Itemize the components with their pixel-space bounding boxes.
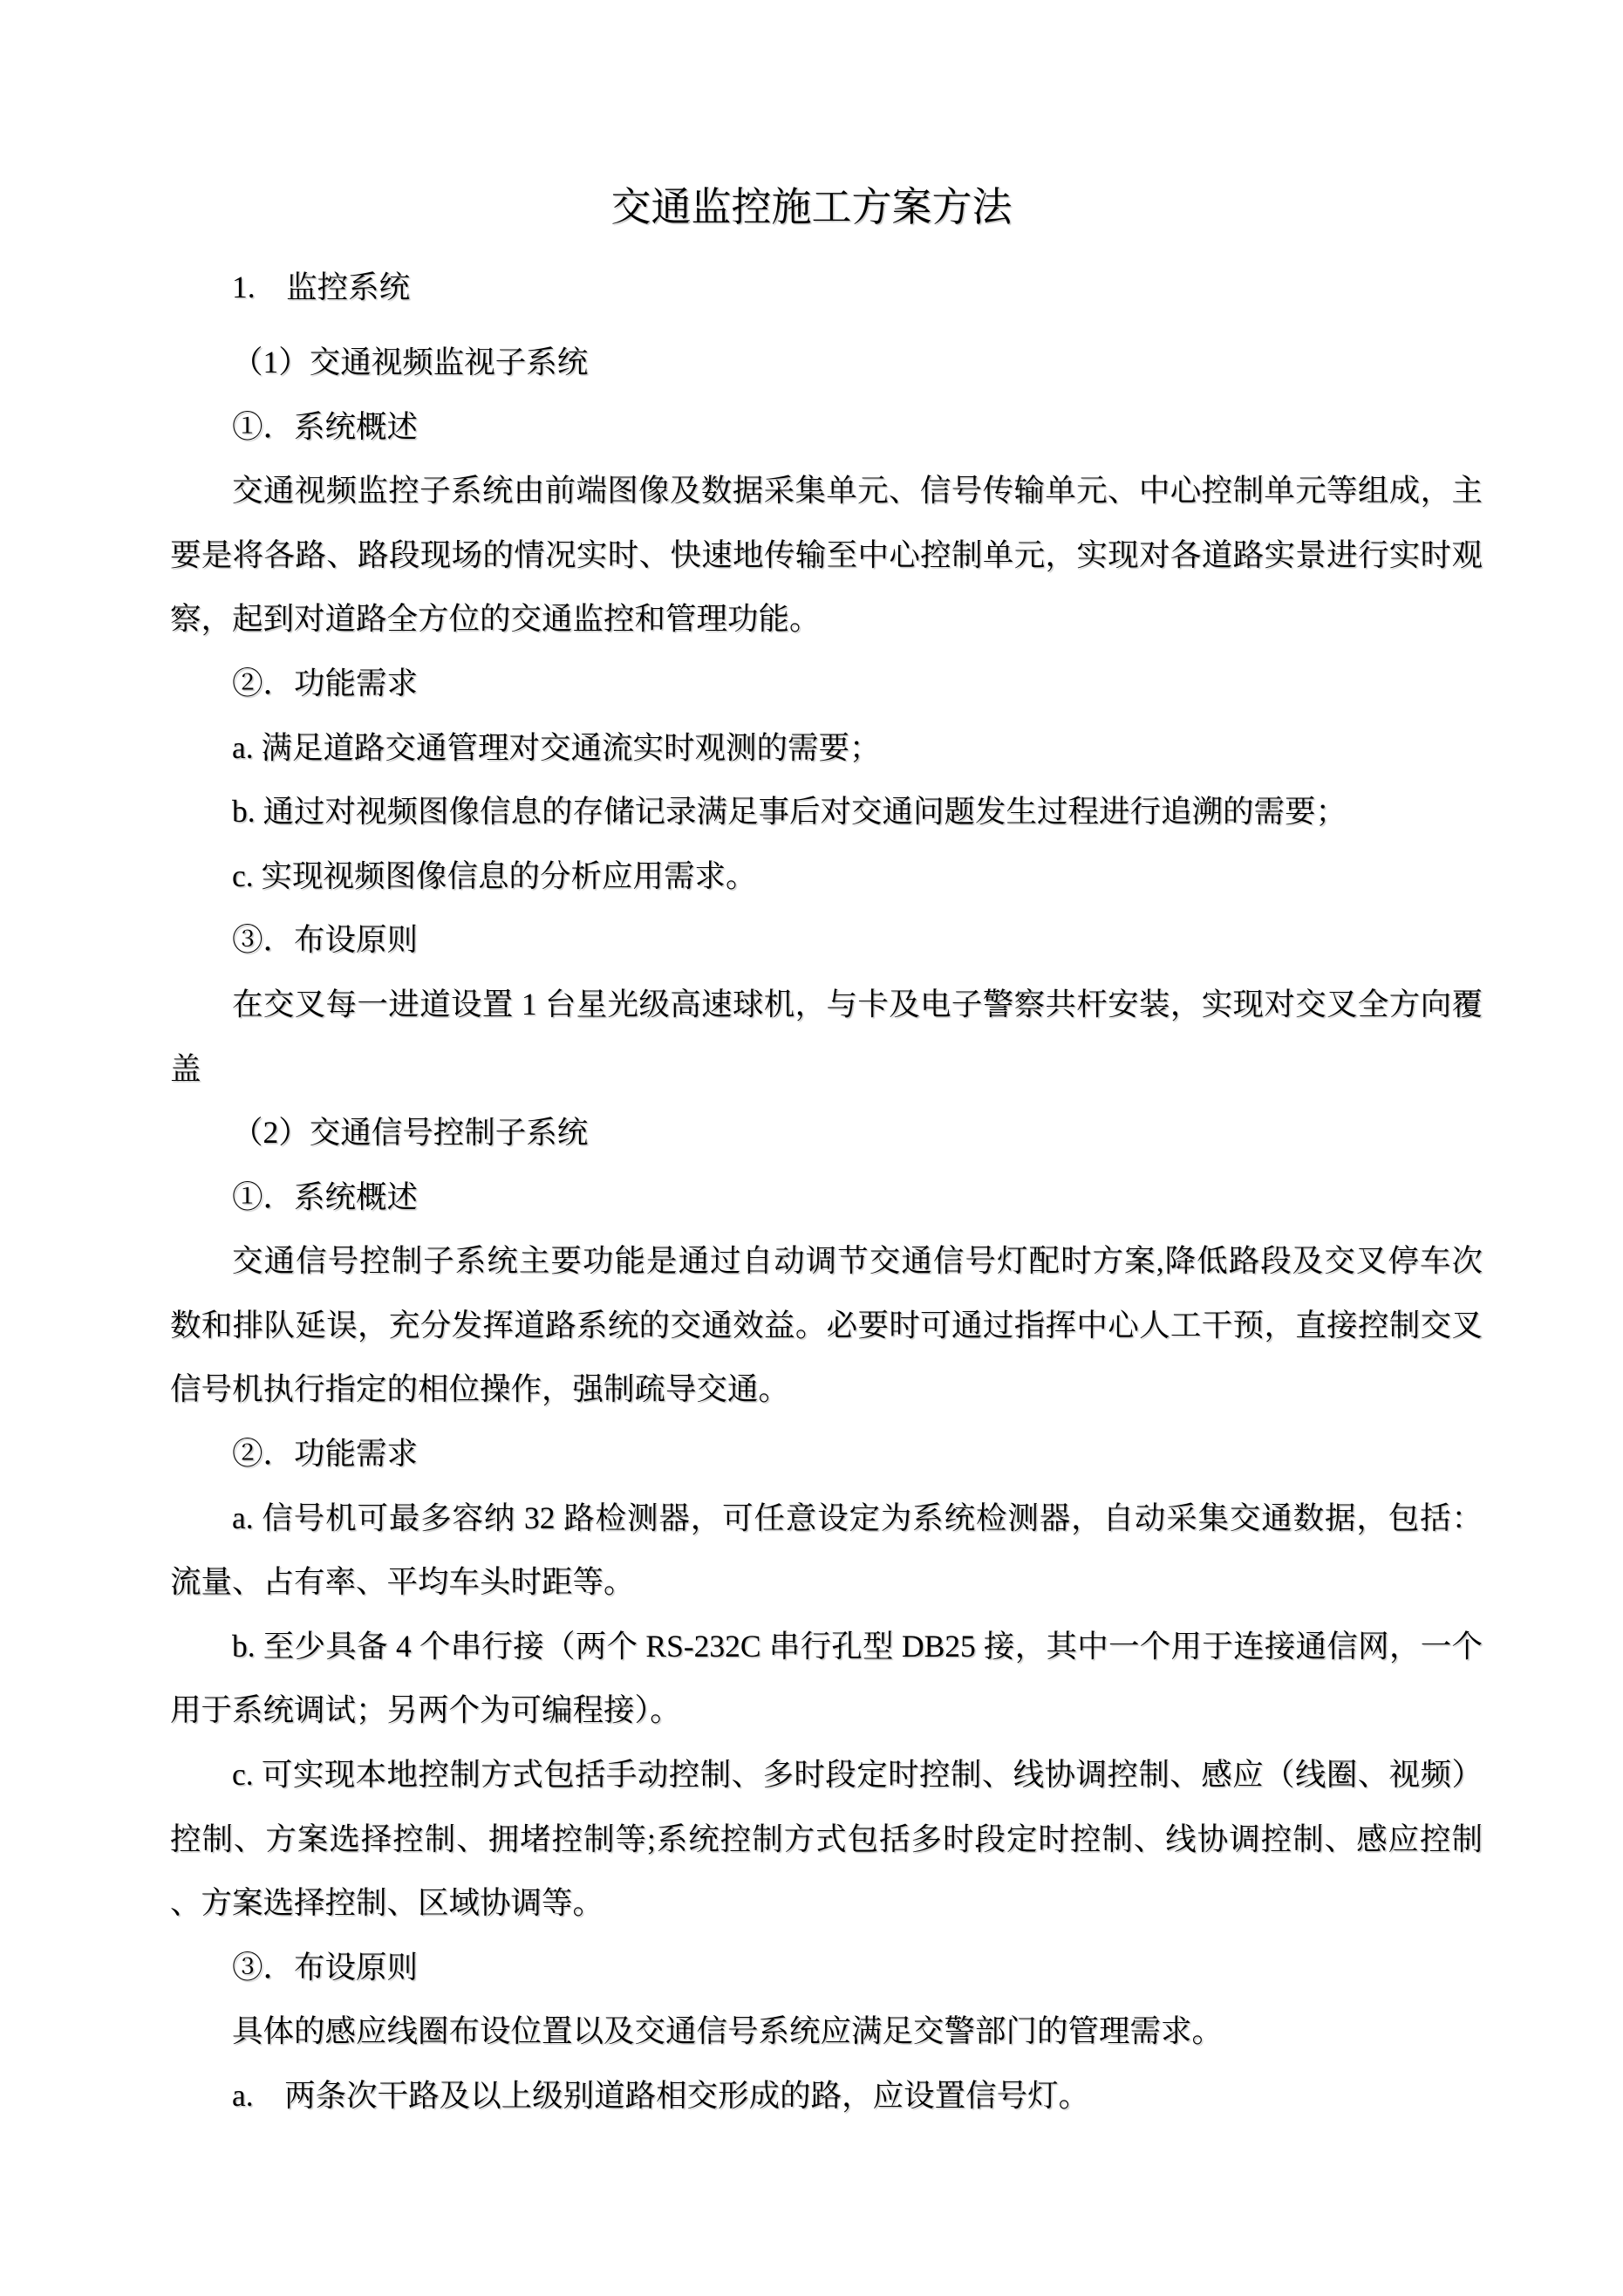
- text-line: c. 可实现本地控制方式包括手动控制、多时段定时控制、线协调控制、感应（线圈、视频）: [232, 1757, 1483, 1793]
- text-line: 盖: [170, 1050, 201, 1086]
- text-line: 信号机执行指定的相位操作，强制疏导交通。: [170, 1371, 790, 1407]
- text-line: 交通信号控制子系统主要功能是通过自动调节交通信号灯配时方案,降低路段及交叉停车次: [232, 1243, 1483, 1279]
- text-line: b. 通过对视频图像信息的存储记录满足事后对交通问题发生过程进行追溯的需要；: [232, 794, 1347, 830]
- text-line: ①．系统概述: [232, 408, 419, 444]
- text-line: 具体的感应线圈布设位置以及交通信号系统应满足交警部门的管理需求。: [232, 2013, 1224, 2049]
- text-line: （2）交通信号控制子系统: [232, 1115, 589, 1151]
- text-line: 控制、方案选择控制、拥堵控制等;系统控制方式包括多时段定时控制、线协调控制、感应控制: [170, 1821, 1483, 1856]
- text-line: 要是将各路、路段现场的情况实时、快速地传输至中心控制单元，实现对各道路实景进行实时观: [170, 536, 1483, 572]
- text-line: 察，起到对道路全方位的交通监控和管理功能。: [170, 601, 821, 637]
- text-line: ③．布设原则: [232, 922, 419, 958]
- text-line: a. 满足道路交通管理对交通流实时观测的需要；: [232, 729, 881, 765]
- text-line: a. 信号机可最多容纳 32 路检测器，可任意设定为系统检测器，自动采集交通数据，包括：: [232, 1500, 1483, 1535]
- text-line: 交通视频监控子系统由前端图像及数据采集单元、信号传输单元、中心控制单元等组成，主: [232, 473, 1483, 509]
- text-line: 1. 监控系统: [232, 270, 411, 304]
- text-line: 流量、占有率、平均车头时距等。: [170, 1564, 635, 1600]
- text-line: 数和排队延误，充分发挥道路系统的交通效益。必要时可通过指挥中心人工干预，直接控制交叉: [170, 1307, 1483, 1343]
- text-line: b. 至少具备 4 个串行接（两个 RS-232C 串行孔型 DB25 接，其中一个用于连接通信网，一个: [232, 1628, 1483, 1664]
- text-line: （1）交通视频监视子系统: [232, 344, 589, 379]
- text-line: 在交叉每一进道设置 1 台星光级高速球机，与卡及电子警察共杆安装，实现对交叉全方向覆: [232, 986, 1483, 1022]
- text-line: 、方案选择控制、区域协调等。: [170, 1885, 604, 1921]
- text-line: ①．系统概述: [232, 1179, 419, 1214]
- document-title: 交通监控施工方案方法: [610, 185, 1013, 229]
- text-line: 用于系统调试；另两个为可编程接）。: [170, 1692, 681, 1728]
- document-body: [170, 256, 1483, 2129]
- text-line: ③．布设原则: [232, 1949, 419, 1985]
- text-line: ②．功能需求: [232, 1436, 419, 1472]
- text-line: ②．功能需求: [232, 665, 419, 700]
- text-line: a. 两条次干路及以上级别道路相交形成的路，应设置信号灯。: [232, 2078, 1090, 2114]
- text-line: c. 实现视频图像信息的分析应用需求。: [232, 858, 757, 893]
